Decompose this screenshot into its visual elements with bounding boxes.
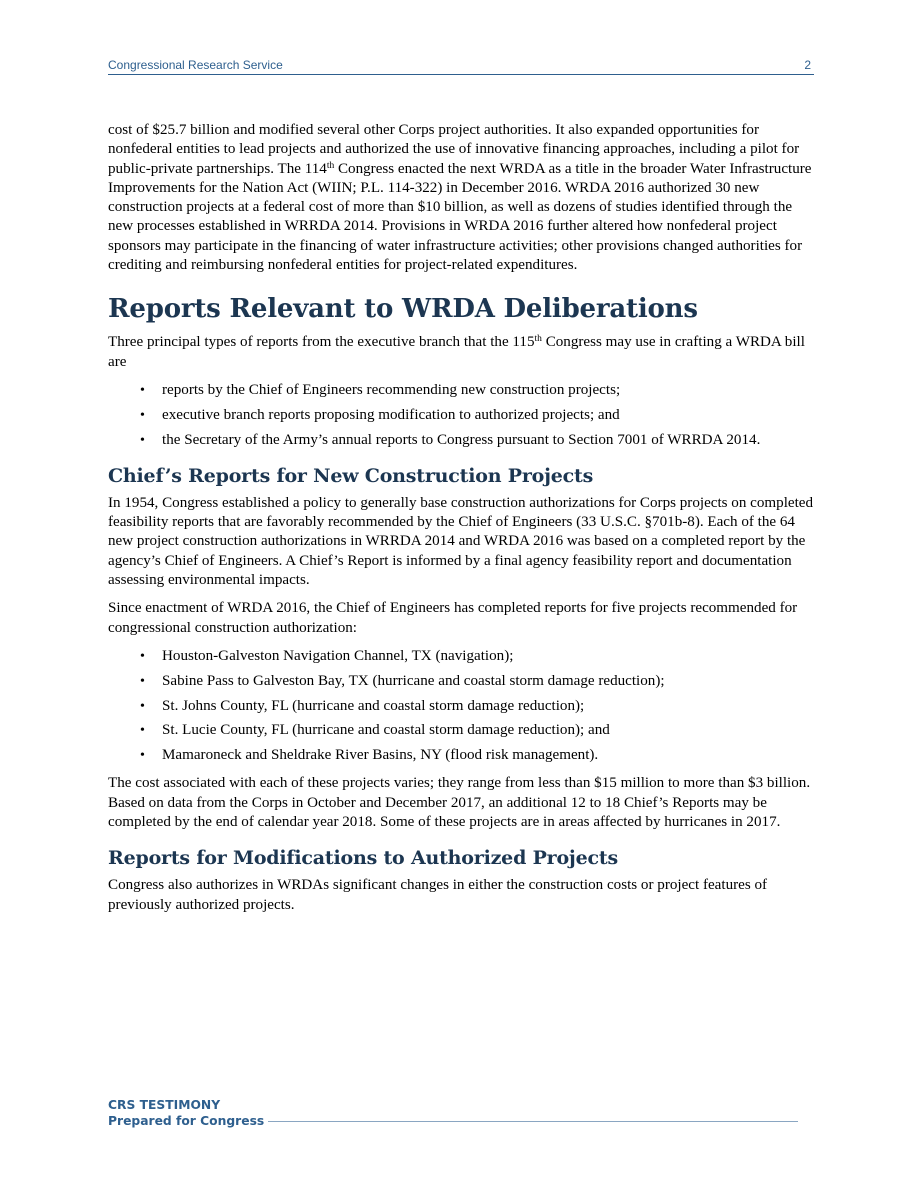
chiefs-paragraph-3: The cost associated with each of these projects varies; they range from less than $15 million to more than $3 billion. Based on data from the Corps in October and December 2017, an additional 12 to 18 Chief’s Reports may be completed by the end of calendar year 2018. Some of these projects are in areas affected by hurricanes in 2017. [108,775,811,831]
list-item: • St. Johns County, FL (hurricane and coastal storm damage reduction); [140,697,585,714]
main-content [108,121,816,924]
section-heading-reports: Reports Relevant to WRDA Deliberations [108,294,698,325]
running-header [108,58,814,75]
header-source: Congressional Research Service [108,58,283,72]
list-item: • reports by the Chief of Engineers recommending new construction projects; [140,381,621,398]
page-number: 2 [804,58,811,72]
footer-line-2-row [108,1113,798,1129]
chiefs-paragraph-2: Since enactment of WRDA 2016, the Chief of Engineers has completed reports for five projects recommended for congressional construction authorization: [108,600,798,636]
footer-rule [268,1121,798,1122]
subsection-heading-modifications: Reports for Modifications to Authorized Projects [108,847,618,870]
list-item: • executive branch reports proposing modification to authorized projects; and [140,406,620,423]
subsection-heading-chiefs-reports: Chief’s Reports for New Construction Projects [108,464,594,487]
list-item: • St. Lucie County, FL (hurricane and coastal storm damage reduction); and [140,722,610,739]
chiefs-paragraph-1: In 1954, Congress established a policy to generally base construction authorizations for Corps projects on completed feasibility reports that are favorably recommended by the Chief of Engineers (33 U.S.C. §701b-8). Each of the 64 new project construction authorizations in WRRDA 2014 and WRDA 2016 was based on a completed report by the agency’s Chief of Engineers. A Chief’s Report is informed by a final agency feasibility report and documentation assessing environmental impacts. [108,494,814,589]
footer-line-2: Prepared for Congress [108,1114,265,1128]
list-item: • Sabine Pass to Galveston Bay, TX (hurricane and coastal storm damage reduction); [140,672,665,689]
footer-line-1: CRS TESTIMONY [108,1098,221,1112]
intro-paragraph: cost of $25.7 billion and modified several other Corps project authorities. It also expanded opportunities for nonfederal entities to lead projects and authorized the use of innovative financing approaches, including a pilot for public-private partnerships. The 114th Congress enacted the next WRDA as a title in the broader Water Infrastructure Improvements for the Nation Act (WIIN; P.L. 114-322) in December 2016. WRDA 2016 authorized 30 new construction projects at a federal cost of more than $10 billion, as well as dozens of studies identified through the new processes established in WRRDA 2014. Provisions in WRDA 2016 further altered how nonfederal project sponsors may participate in the financing of water infrastructure activities; other provisions changed authorities for crediting and reimbursing nonfederal entities for project-related expenditures. [108,122,812,274]
list-item: • the Secretary of the Army’s annual reports to Congress pursuant to Section 7001 of WRRDA 2014. [140,431,761,448]
list-item: • Houston-Galveston Navigation Channel, TX (navigation); [140,647,514,664]
list-item: • Mamaroneck and Sheldrake River Basins, NY (flood risk management). [140,747,599,764]
projects-list [108,647,816,765]
reports-intro-paragraph: Three principal types of reports from the executive branch that the 115th Congress may use in crafting a WRDA bill are [108,334,805,370]
footer-branding [108,1097,798,1129]
modifications-paragraph-1: Congress also authorizes in WRDAs significant changes in either the construction costs or project features of previously authorized projects. [108,877,768,913]
report-types-list [108,381,816,450]
